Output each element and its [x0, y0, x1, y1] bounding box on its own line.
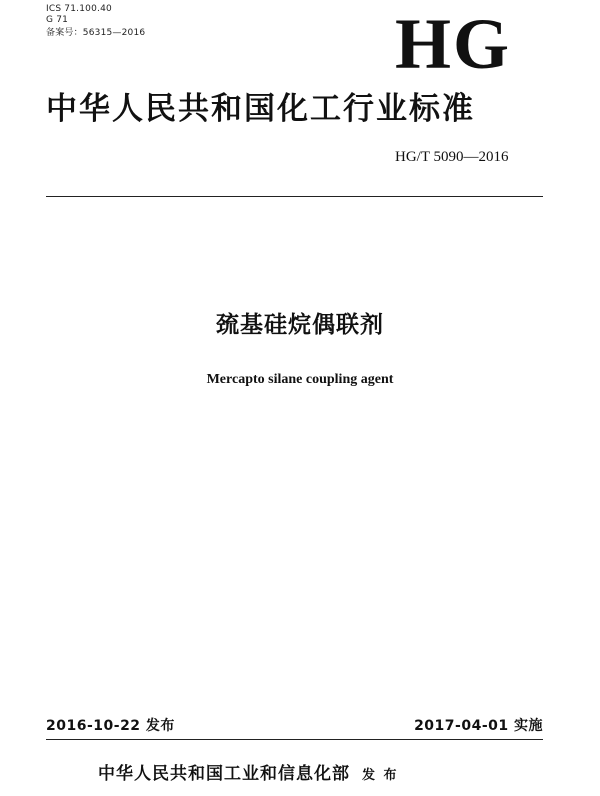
issuing-authority — [98, 763, 399, 787]
issue-date: 2016-10-22 发布 — [46, 718, 175, 734]
hg-logo: HG — [395, 4, 512, 84]
publish-label: 发 布 — [362, 768, 399, 783]
issuer-name: 中华人民共和国工业和信息化部 — [98, 764, 350, 784]
filing-number: 备案号：56315—2016 — [46, 28, 146, 38]
bottom-divider — [46, 739, 543, 740]
document-title-en: Mercapto silane coupling agent — [206, 372, 394, 387]
implementation-date: 2017-04-01 实施 — [414, 718, 543, 734]
ics-code: ICS 71.100.40 — [46, 4, 112, 14]
standard-title: 中华人民共和国化工行业标准 — [46, 91, 475, 127]
top-divider — [46, 196, 543, 197]
standard-number: HG/T 5090—2016 — [395, 149, 509, 165]
ccs-code: G 71 — [46, 15, 69, 25]
document-title-cn: 巯基硅烷偶联剂 — [216, 312, 384, 338]
